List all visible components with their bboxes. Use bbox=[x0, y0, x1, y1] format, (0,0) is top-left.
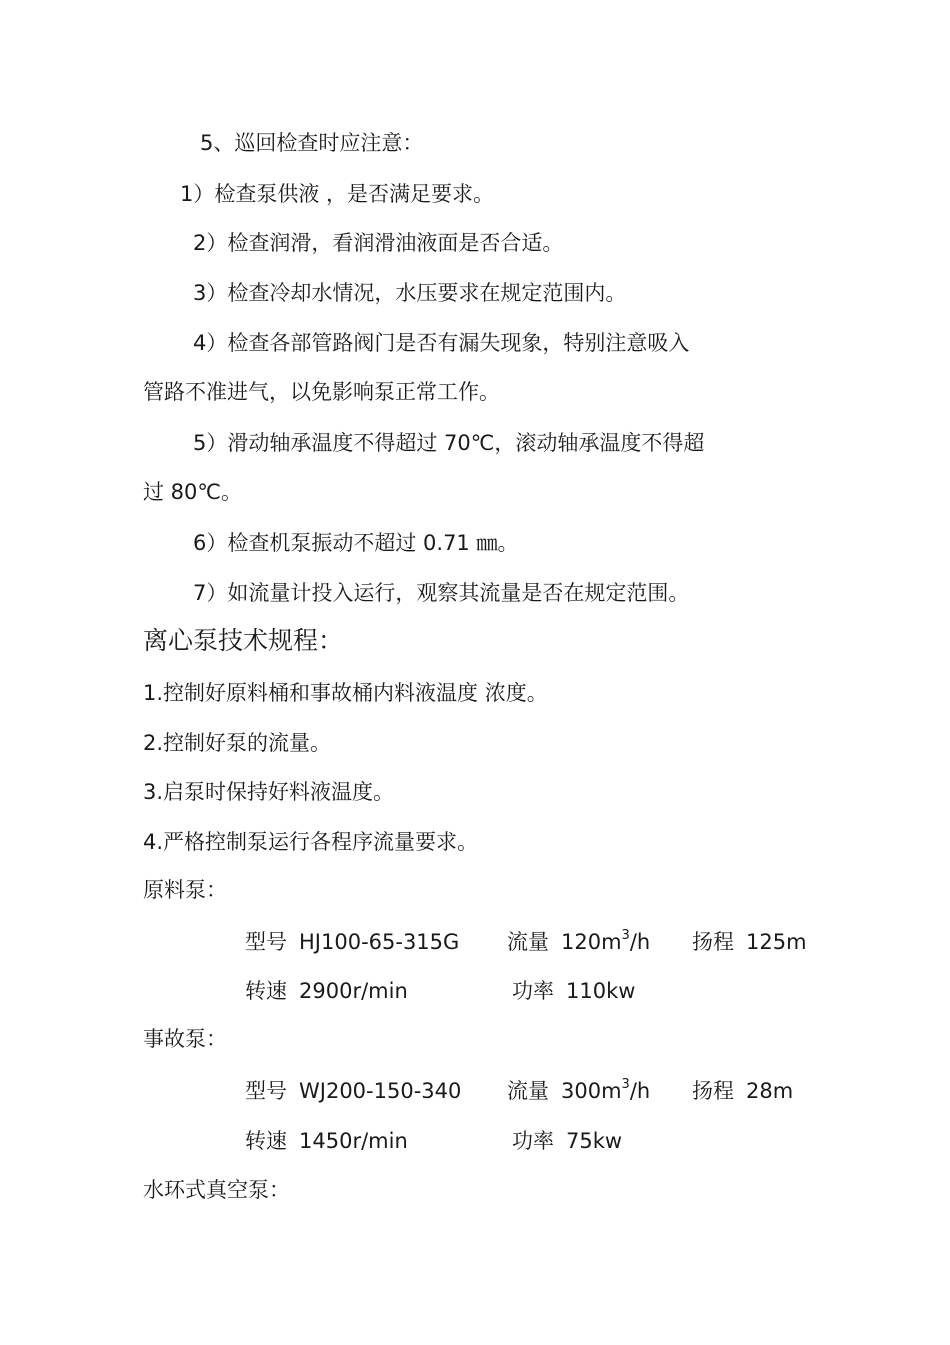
inspection-item-4-cont: 管路不准进气，以免影响泵正常工作。 bbox=[143, 380, 500, 404]
rule-item-1: 1.控制好原料桶和事故桶内料液温度 浓度。 bbox=[143, 681, 548, 705]
raw-pump-speed-value: 2900r/min bbox=[299, 979, 408, 1003]
inspection-item-2: 2）检查润滑，看润滑油液面是否合适。 bbox=[193, 231, 564, 255]
inspection-item-5: 5）滑动轴承温度不得超过 70℃，滚动轴承温度不得超 bbox=[193, 431, 705, 455]
accident-pump-power-label: 功率 bbox=[512, 1129, 554, 1153]
accident-pump-head-value: 28m bbox=[746, 1079, 794, 1103]
raw-pump-speed bbox=[245, 976, 408, 1006]
raw-pump-flow-unit: /h bbox=[629, 930, 651, 954]
raw-pump-model-label: 型号 bbox=[245, 930, 287, 954]
raw-pump-head bbox=[692, 927, 807, 957]
accident-pump-flow-value: 300m bbox=[561, 1079, 622, 1103]
inspection-item-7: 7）如流量计投入运行，观察其流量是否在规定范围。 bbox=[193, 581, 690, 605]
accident-pump-power-value: 75kw bbox=[566, 1129, 623, 1153]
raw-pump-model-value: HJ100-65-315G bbox=[299, 930, 460, 954]
accident-pump-speed-value: 1450r/min bbox=[299, 1129, 408, 1153]
accident-pump-head-label: 扬程 bbox=[692, 1079, 734, 1103]
inspection-item-3: 3）检查冷却水情况，水压要求在规定范围内。 bbox=[193, 281, 627, 305]
raw-pump-title: 原料泵： bbox=[143, 878, 227, 902]
accident-pump-model bbox=[245, 1076, 461, 1106]
rules-heading: 离心泵技术规程： bbox=[143, 626, 344, 655]
raw-pump-head-label: 扬程 bbox=[692, 930, 734, 954]
raw-pump-speed-label: 转速 bbox=[245, 979, 287, 1003]
raw-pump-flow bbox=[507, 927, 650, 957]
raw-pump-flow-value: 120m bbox=[561, 930, 622, 954]
accident-pump-speed-label: 转速 bbox=[245, 1129, 287, 1153]
rule-item-2: 2.控制好泵的流量。 bbox=[143, 731, 332, 755]
accident-pump-flow-unit: /h bbox=[629, 1079, 651, 1103]
accident-pump-flow-exponent: 3 bbox=[621, 1077, 630, 1092]
raw-pump-flow-label: 流量 bbox=[507, 930, 549, 954]
vacuum-pump-title: 水环式真空泵： bbox=[143, 1178, 290, 1202]
accident-pump-flow bbox=[507, 1076, 650, 1106]
accident-pump-head bbox=[692, 1076, 793, 1106]
inspection-item-5-cont: 过 80℃。 bbox=[143, 480, 242, 504]
accident-pump-title: 事故泵： bbox=[143, 1027, 227, 1051]
accident-pump-speed bbox=[245, 1126, 408, 1156]
accident-pump-model-value: WJ200-150-340 bbox=[299, 1079, 462, 1103]
raw-pump-flow-exponent: 3 bbox=[621, 928, 630, 943]
raw-pump-power-value: 110kw bbox=[566, 979, 636, 1003]
raw-pump-head-value: 125m bbox=[746, 930, 807, 954]
accident-pump-power bbox=[512, 1126, 622, 1156]
inspection-title: 5、巡回检查时应注意： bbox=[200, 131, 424, 155]
accident-pump-model-label: 型号 bbox=[245, 1079, 287, 1103]
accident-pump-flow-label: 流量 bbox=[507, 1079, 549, 1103]
inspection-item-4: 4）检查各部管路阀门是否有漏失现象，特别注意吸入 bbox=[193, 331, 690, 355]
raw-pump-model bbox=[245, 927, 459, 957]
raw-pump-power-label: 功率 bbox=[512, 979, 554, 1003]
inspection-item-6: 6）检查机泵振动不超过 0.71 ㎜。 bbox=[193, 531, 519, 555]
inspection-item-1: 1）检查泵供液 ，是否满足要求。 bbox=[180, 182, 495, 206]
raw-pump-power bbox=[512, 976, 635, 1006]
rule-item-3: 3.启泵时保持好料液温度。 bbox=[143, 780, 395, 804]
rule-item-4: 4.严格控制泵运行各程序流量要求。 bbox=[143, 830, 479, 854]
